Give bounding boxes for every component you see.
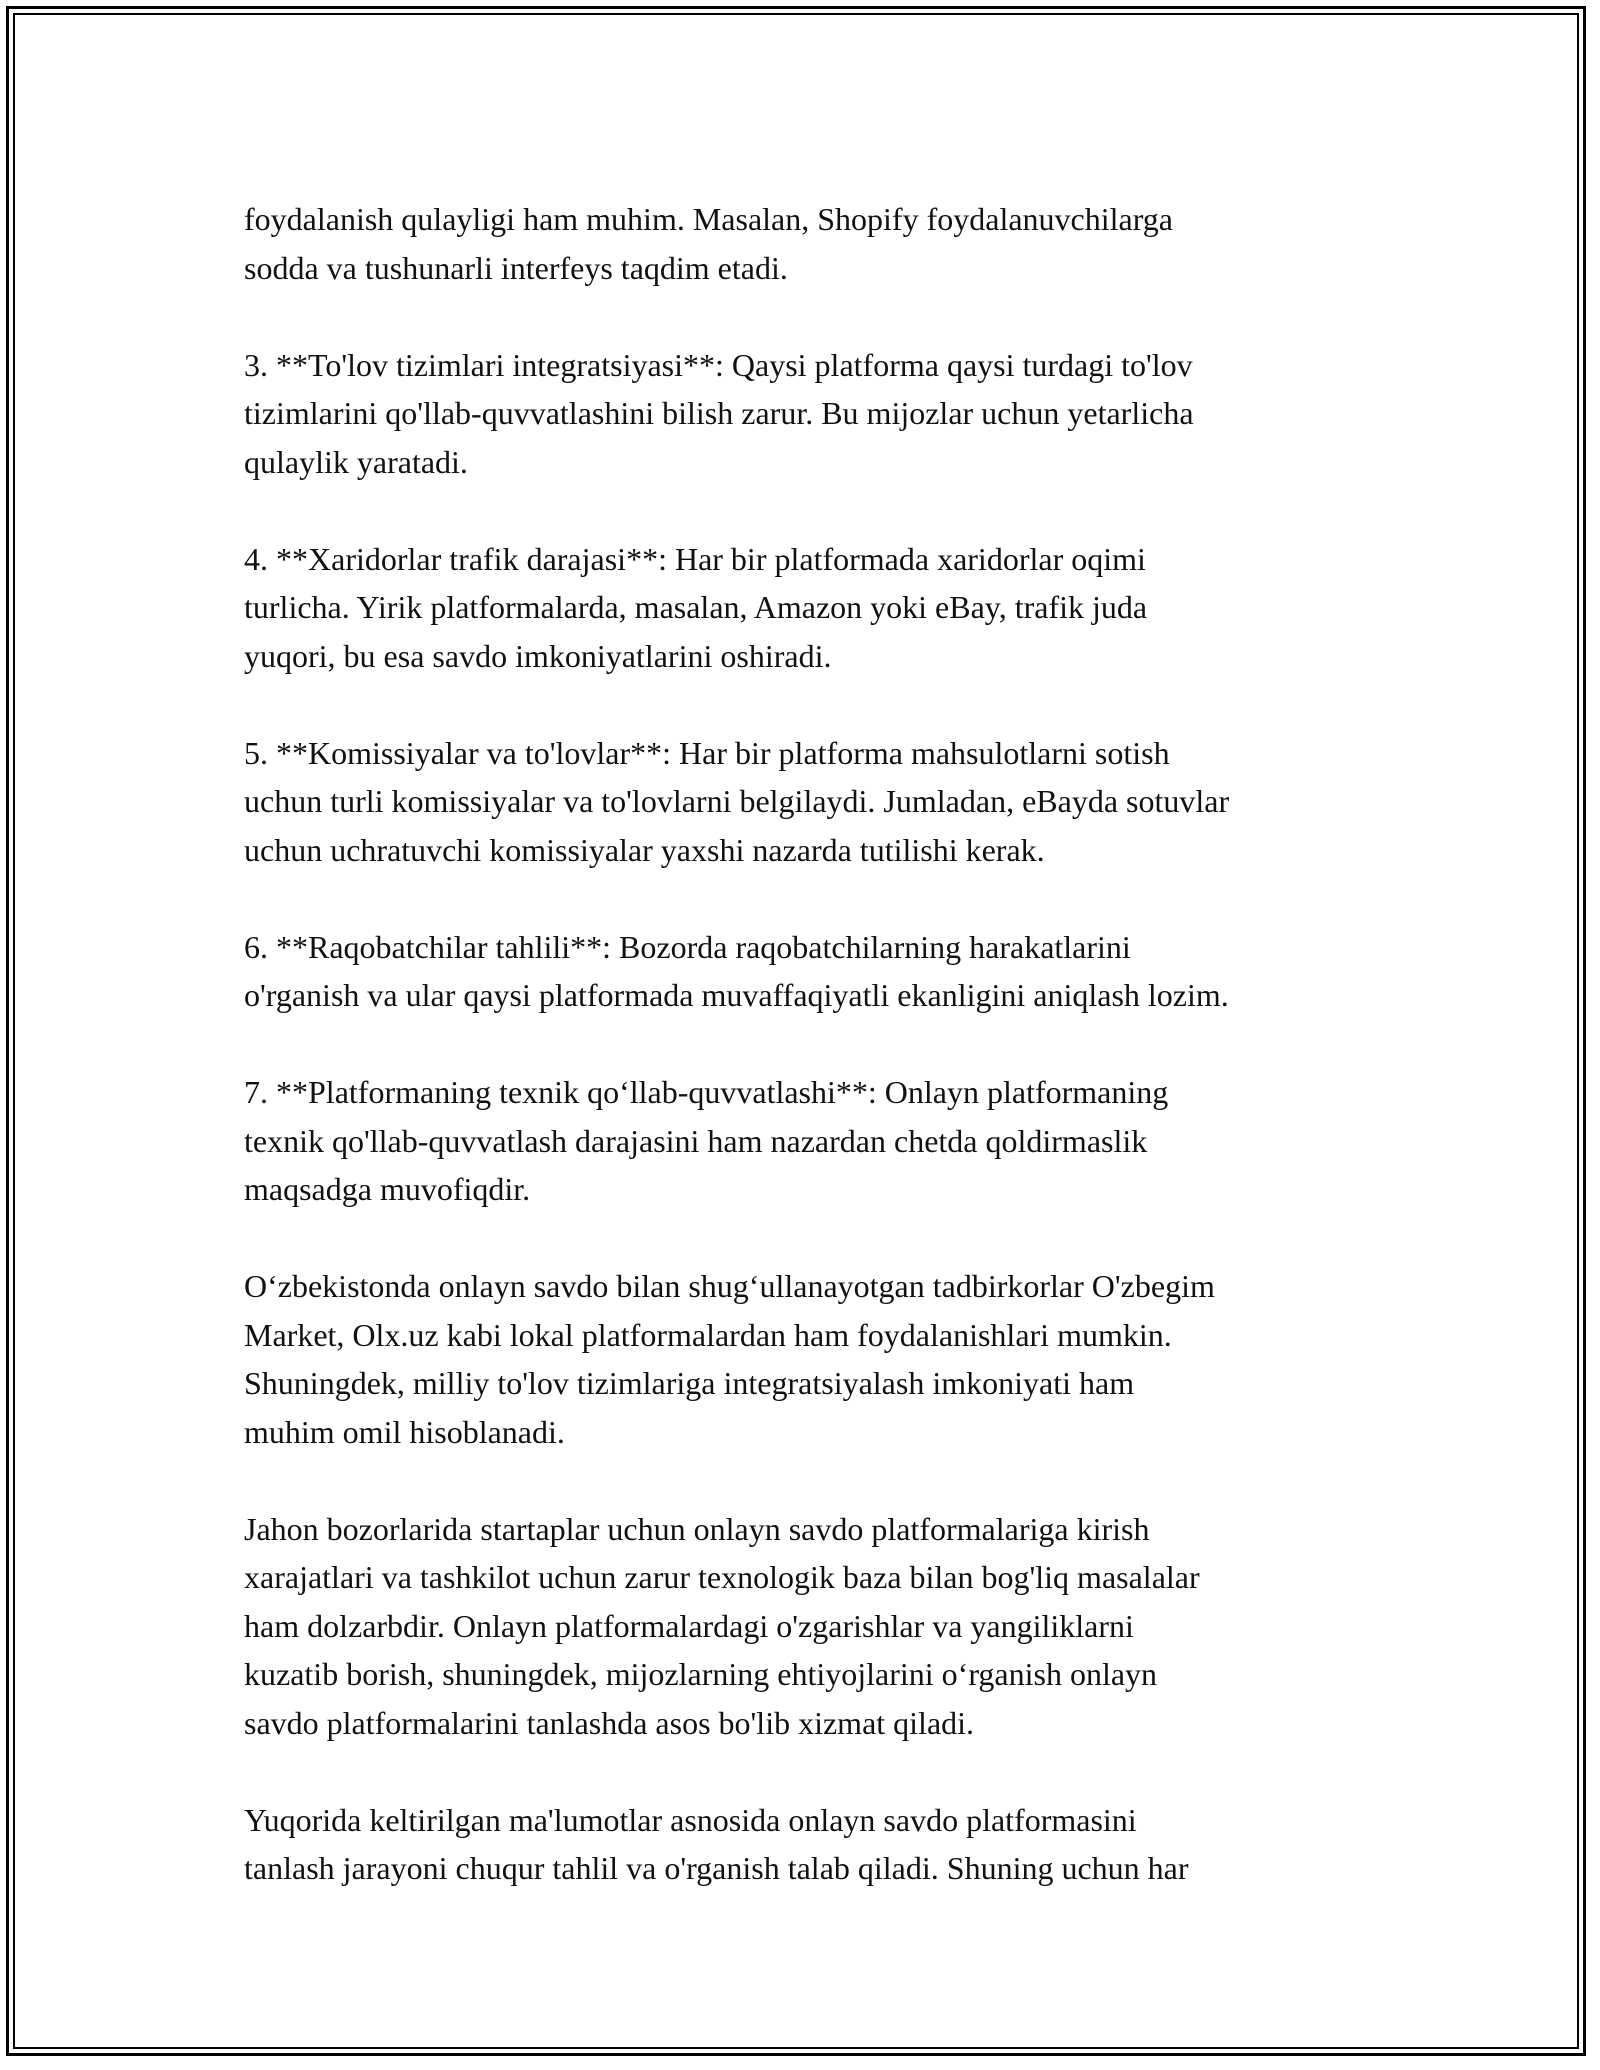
text-line: 7. **Platformaning texnik qo‘llab-quvvatlashi**: Onlayn platformaning — [244, 1074, 1169, 1110]
paragraph — [244, 923, 1404, 1020]
text-line: Jahon bozorlarida startaplar uchun onlayn savdo platformalariga kirish — [244, 1510, 1150, 1547]
text-line: foydalanish qulayligi ham muhim. Masalan, Shopify foydalanuvchilarga — [244, 201, 1173, 237]
text-line: qulaylik yaratadi. — [244, 443, 468, 480]
text-line: 4. **Xaridorlar trafik darajasi**: Har bir platformada xaridorlar oqimi — [244, 540, 1146, 577]
text-line: tanlash jarayoni chuqur tahlil va o'rganish talab qiladi. Shuning uchun har — [244, 1850, 1189, 1886]
paragraph — [244, 1262, 1404, 1456]
paragraph — [244, 535, 1404, 681]
text-line: maqsadga muvofiqdir. — [244, 1171, 531, 1207]
text-line: tizimlarini qo'llab-quvvatlashini bilish zarur. Bu mijozlar uchun yetarlicha — [244, 395, 1194, 431]
text-line: O‘zbekistonda onlayn savdo bilan shug‘ullanayotgan tadbirkorlar O'zbegim — [244, 1268, 1215, 1304]
text-line: turlicha. Yirik platformalarda, masalan, Amazon yoki eBay, trafik juda — [244, 589, 1148, 625]
text-line: 3. **To'lov tizimlari integratsiyasi**: Qaysi platforma qaysi turdagi to'lov — [244, 346, 1193, 383]
text-line: 5. **Komissiyalar va to'lovlar**: Har bir platforma mahsulotlarni sotish — [244, 734, 1170, 771]
text-line: yuqori, bu esa savdo imkoniyatlarini oshiradi. — [244, 637, 832, 674]
text-line: sodda va tushunarli interfeys taqdim etadi. — [244, 249, 788, 286]
paragraph — [244, 1068, 1404, 1214]
paragraph — [244, 341, 1404, 487]
paragraph — [244, 195, 1404, 292]
text-line: savdo platformalarini tanlashda asos bo'lib xizmat qiladi. — [244, 1704, 975, 1741]
text-line: xarajatlari va tashkilot uchun zarur texnologik baza bilan bog'liq masalalar — [244, 1559, 1200, 1595]
page-frame — [6, 6, 1586, 2056]
text-line: texnik qo'llab-quvvatlash darajasini ham nazardan chetda qoldirmaslik — [244, 1122, 1148, 1159]
text-line: Shuningdek, milliy to'lov tizimlariga integratsiyalash imkoniyati ham — [244, 1365, 1135, 1401]
text-line: Yuqorida keltirilgan ma'lumotlar asnosida onlayn savdo platformasini — [244, 1801, 1137, 1838]
paragraph — [244, 1796, 1404, 1893]
document-body — [244, 195, 1404, 1941]
text-line: muhim omil hisoblanadi. — [244, 1413, 565, 1450]
text-line: kuzatib borish, shuningdek, mijozlarning ehtiyojlarini o‘rganish onlayn — [244, 1656, 1158, 1692]
text-line: uchun turli komissiyalar va to'lovlarni belgilaydi. Jumladan, eBayda sotuvlar — [244, 783, 1230, 819]
text-line: Market, Olx.uz kabi lokal platformalardan ham foydalanishlari mumkin. — [244, 1316, 1172, 1353]
text-line: ham dolzarbdir. Onlayn platformalardagi o'zgarishlar va yangiliklarni — [244, 1607, 1134, 1644]
text-line: 6. **Raqobatchilar tahlili**: Bozorda raqobatchilarning harakatlarini — [244, 928, 1131, 965]
paragraph — [244, 1505, 1404, 1748]
text-line: o'rganish va ular qaysi platformada muvaffaqiyatli ekanligini aniqlash lozim. — [244, 977, 1229, 1013]
text-line: uchun uchratuvchi komissiyalar yaxshi nazarda tutilishi kerak. — [244, 831, 1045, 868]
paragraph — [244, 729, 1404, 875]
